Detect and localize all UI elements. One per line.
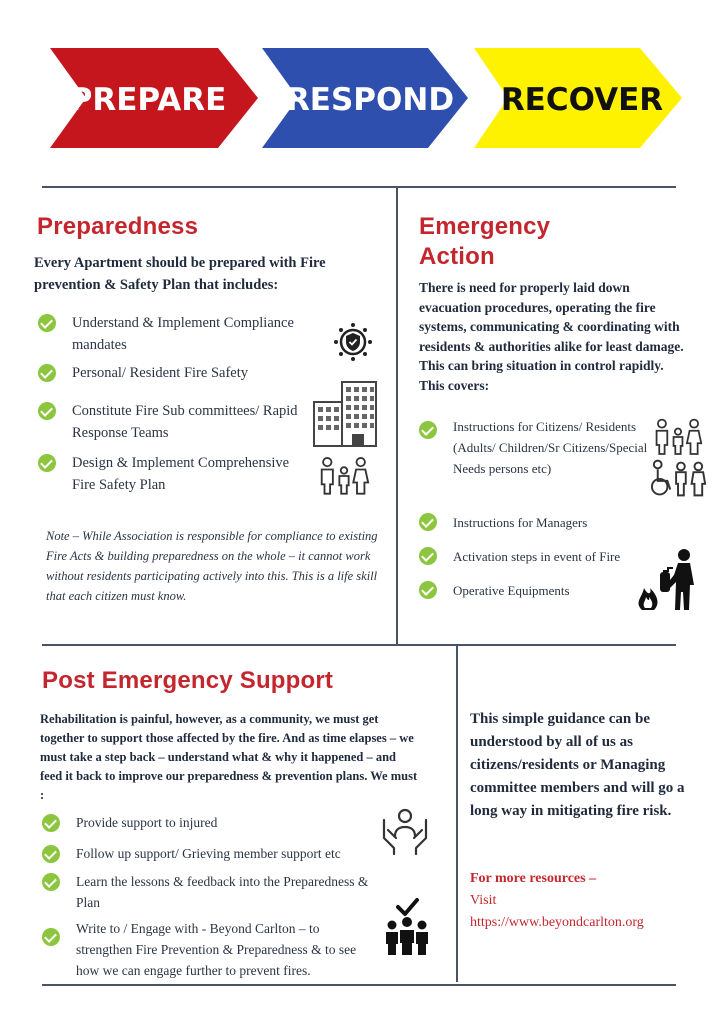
- building-icon: [310, 378, 380, 448]
- prepare-label: PREPARE: [69, 82, 227, 118]
- vertical-divider-top: [396, 186, 398, 644]
- check-icon: [42, 814, 60, 832]
- check-icon: [38, 314, 56, 332]
- phase-banner: [0, 0, 720, 180]
- middle-divider: [42, 644, 676, 646]
- visit-label: Visit: [470, 893, 497, 908]
- list-item: Understand & Implement Compliance mandates: [38, 312, 308, 362]
- bottom-divider: [42, 984, 676, 986]
- list-item: Provide support to injured: [42, 812, 372, 843]
- check-icon: [42, 928, 60, 946]
- preparedness-title: Preparedness: [37, 213, 199, 240]
- team-check-icon: [382, 896, 432, 958]
- preparedness-list: [38, 312, 308, 502]
- check-icon: [38, 402, 56, 420]
- post-intro: Rehabilitation is painful, however, as a community, we must get together to support those affected by the fire. And as time elapses – we must take a step back – understand what & why it happened – and feed it back to improve our preparedness & prevention plans. We must :: [40, 712, 418, 802]
- check-icon: [419, 421, 437, 439]
- recover-label: RECOVER: [500, 82, 664, 118]
- fire-extinguisher-icon: [634, 548, 704, 612]
- emergency-title-line1: Emergency: [419, 213, 551, 240]
- emergency-title: [419, 212, 550, 272]
- list-item: Learn the lessons & feedback into the Preparedness & Plan: [42, 871, 372, 918]
- vertical-divider-bottom: [456, 644, 458, 982]
- list-item: Constitute Fire Sub committees/ Rapid Response Teams: [38, 400, 308, 452]
- check-icon: [419, 513, 437, 531]
- list-item: Design & Implement Comprehensive Fire Safety Plan: [38, 452, 308, 502]
- emergency-list: [419, 416, 651, 610]
- list-item: Instructions for Managers: [419, 512, 651, 546]
- check-icon: [38, 364, 56, 382]
- resources-label: For more resources –: [470, 871, 597, 886]
- emergency-title-line2: Action: [419, 243, 495, 270]
- check-icon: [42, 845, 60, 863]
- gear-shield-icon: [333, 322, 373, 362]
- check-icon: [419, 547, 437, 565]
- post-title: Post Emergency Support: [42, 667, 334, 694]
- emergency-intro: There is need for properly laid down evacuation procedures, operating the fire systems, communicating & coordinating with residents & authorities alike for least damage. This can bring situation in control rapidly. This covers:: [419, 280, 684, 393]
- guidance-text: This simple guidance can be understood by all of us as citizens/residents or Managing committee members and will go a long way in mitigating fire risk.: [470, 711, 685, 819]
- check-icon: [38, 454, 56, 472]
- list-item: Personal/ Resident Fire Safety: [38, 362, 308, 400]
- caring-hands-icon: [380, 806, 430, 856]
- list-item: Operative Equipments: [419, 580, 651, 610]
- preparedness-intro: Every Apartment should be prepared with Fire prevention & Safety Plan that includes:: [34, 255, 326, 293]
- list-item: Instructions for Citizens/ Residents (Adults/ Children/Sr Citizens/Special Needs persons etc): [419, 416, 651, 512]
- list-item: Follow up support/ Grieving member support etc: [42, 843, 372, 871]
- list-item: Activation steps in event of Fire: [419, 546, 651, 580]
- top-divider: [42, 186, 676, 188]
- post-list: [42, 812, 372, 982]
- wheelchair-group-icon: [650, 458, 708, 498]
- check-icon: [419, 581, 437, 599]
- check-icon: [42, 873, 60, 891]
- preparedness-note: Note – While Association is responsible for compliance to existing Fire Acts & building preparedness on the whole – it cannot work without residents participating actively into this. This is a life skill that each citizen must know.: [46, 529, 378, 603]
- family-icon: [653, 418, 703, 456]
- list-item: Write to / Engage with - Beyond Carlton – to strengthen Fire Prevention & Preparedness & to see how we can engage further to prevent fires.: [42, 918, 372, 982]
- family-icon: [318, 456, 370, 496]
- resources-link[interactable]: https://www.beyondcarlton.org: [470, 915, 644, 930]
- respond-label: RESPOND: [285, 82, 455, 118]
